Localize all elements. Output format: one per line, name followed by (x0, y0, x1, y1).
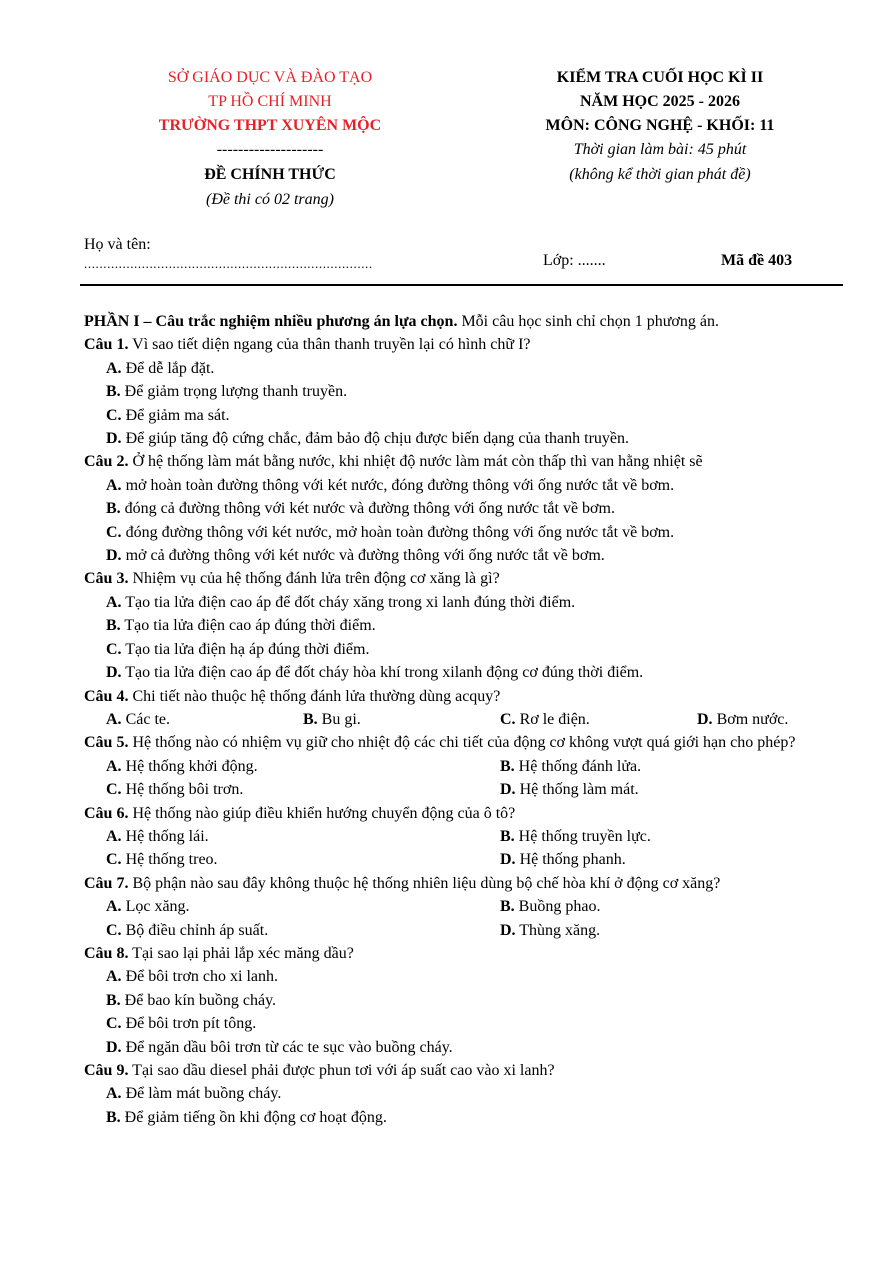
option-1c[interactable] (106, 404, 850, 427)
question-number: Câu 1. (84, 336, 129, 354)
question-number: Câu 2. (84, 453, 129, 471)
option-1d[interactable] (106, 427, 850, 450)
option-key: B. (106, 383, 121, 401)
question-number: Câu 4. (84, 687, 129, 705)
option-key: C. (106, 406, 122, 424)
option-text: Tạo tia lửa điện cao áp để đốt cháy hòa khí trong xilanh động cơ đúng thời điểm. (121, 664, 644, 682)
option-text: Tạo tia lửa điện cao áp đúng thời điểm. (120, 617, 376, 635)
question-number: Câu 6. (84, 804, 129, 822)
option-9b[interactable] (106, 1106, 850, 1129)
option-key: C. (106, 523, 122, 541)
option-text: Để bao kín buồng cháy. (120, 991, 277, 1009)
exam-body (84, 310, 850, 1129)
question-text: Tại sao dầu diesel phải được phun tơi với áp suất cao vào xi lanh? (128, 1062, 555, 1079)
options-row (106, 895, 850, 918)
option-key: A. (106, 359, 122, 377)
option-7c[interactable] (106, 919, 500, 942)
question-text: Vì sao tiết diện ngang của thân thanh truyền lại có hình chữ I? (128, 336, 531, 354)
option-6c[interactable] (106, 848, 500, 871)
question-number: Câu 5. (84, 734, 129, 752)
option-text: Để giảm tiếng ồn khi động cơ hoạt động. (120, 1108, 387, 1126)
option-2a[interactable] (106, 474, 850, 497)
exam-code: Mã đề 403 (721, 252, 793, 269)
option-text: Để bôi trơn pít tông. (121, 1015, 257, 1033)
time-note: (không kể thời gian phát đề) (569, 166, 751, 183)
option-text: Thùng xăng. (515, 921, 601, 939)
option-key: B. (500, 757, 515, 775)
question-text: Tại sao lại phải lắp xéc măng dầu? (128, 944, 354, 962)
option-text: mở hoàn toàn đường thông với két nước, đóng đường thông với ống nước tắt về bơm. (121, 476, 675, 494)
exam-title: KIỂM TRA CUỐI HỌC KÌ II (556, 69, 764, 86)
option-5a[interactable] (106, 755, 500, 778)
option-9a[interactable] (106, 1082, 850, 1105)
option-4c[interactable] (500, 708, 697, 731)
header-rule (80, 284, 843, 286)
option-2d[interactable] (106, 544, 850, 567)
question-text: Bộ phận nào sau đây không thuộc hệ thống nhiên liệu dùng bộ chế hòa khí ở động cơ xăng? (128, 874, 721, 892)
option-key: A. (106, 593, 122, 611)
question-9 (84, 1059, 850, 1082)
option-8b[interactable] (106, 989, 850, 1012)
option-key: A. (106, 710, 122, 728)
option-key: A. (106, 1085, 122, 1103)
option-text: Lọc xăng. (121, 898, 190, 916)
option-key: C. (106, 781, 122, 799)
option-text: Hệ thống khởi động. (121, 757, 258, 775)
option-text: Bộ điều chỉnh áp suất. (121, 921, 269, 939)
option-key: B. (500, 827, 515, 845)
options-row (106, 848, 850, 871)
option-text: Để bôi trơn cho xi lanh. (121, 968, 278, 986)
option-key: B. (106, 991, 121, 1009)
official-label: ĐỀ CHÍNH THỨC (204, 166, 336, 183)
option-text: đóng cả đường thông với két nước và đường thông với ống nước tắt về bơm. (120, 500, 615, 518)
option-8c[interactable] (106, 1012, 850, 1035)
question-1 (84, 333, 850, 356)
department-name: SỞ GIÁO DỤC VÀ ĐÀO TẠO (167, 69, 373, 86)
option-key: A. (106, 476, 122, 494)
school-name: TRƯỜNG THPT XUYÊN MỘC (158, 117, 382, 134)
option-key: A. (106, 898, 122, 916)
question-8 (84, 942, 850, 965)
option-text: Rơ le điện. (515, 710, 590, 728)
option-text: mở cả đường thông với két nước và đường thông với ống nước tắt về bơm. (121, 547, 605, 565)
option-key: D. (500, 921, 516, 939)
option-text: Để ngăn dầu bôi trơn từ các te sục vào buồng cháy. (121, 1038, 453, 1056)
section-instruction: Mỗi câu học sinh chỉ chọn 1 phương án. (457, 313, 719, 330)
options-row (106, 919, 850, 942)
question-6 (84, 802, 850, 825)
option-5b[interactable] (500, 755, 800, 778)
option-8a[interactable] (106, 965, 850, 988)
option-text: Buồng phao. (514, 898, 601, 916)
header-divider: -------------------- (216, 141, 324, 158)
option-text: Bu gi. (317, 710, 361, 728)
option-key: B. (106, 617, 121, 635)
question-text: Hệ thống nào có nhiệm vụ giữ cho nhiệt độ các chi tiết của động cơ không vượt quá giới hạn cho phép? (128, 734, 796, 752)
option-key: D. (106, 430, 122, 448)
option-text: Bơm nước. (712, 710, 789, 728)
option-3b[interactable] (106, 614, 850, 637)
option-key: C. (106, 640, 122, 658)
option-key: C. (500, 710, 516, 728)
option-text: Để giúp tăng độ cứng chắc, đảm bảo độ chịu được biến dạng của thanh truyền. (121, 430, 629, 448)
option-text: Để dễ lắp đặt. (121, 359, 215, 377)
option-5c[interactable] (106, 778, 500, 801)
question-number: Câu 7. (84, 874, 129, 892)
option-1a[interactable] (106, 357, 850, 380)
option-key: B. (303, 710, 318, 728)
option-text: Hệ thống treo. (121, 851, 218, 869)
question-number: Câu 3. (84, 570, 129, 588)
option-2b[interactable] (106, 497, 850, 520)
section-title: PHẦN I – Câu trắc nghiệm nhiều phương án lựa chọn. (84, 313, 458, 330)
option-key: B. (106, 500, 121, 518)
option-6a[interactable] (106, 825, 500, 848)
option-8d[interactable] (106, 1036, 850, 1059)
option-4b[interactable] (303, 708, 500, 731)
option-key: D. (697, 710, 713, 728)
option-text: đóng đường thông với két nước, mở hoàn toàn đường thông với ống nước tắt về bơm. (121, 523, 675, 541)
option-1b[interactable] (106, 380, 850, 403)
options-row (106, 825, 850, 848)
question-number: Câu 9. (84, 1062, 129, 1079)
option-text: Các te. (121, 710, 170, 728)
option-text: Hệ thống lái. (121, 827, 209, 845)
option-3a[interactable] (106, 591, 850, 614)
option-text: Để làm mát buồng cháy. (121, 1085, 282, 1103)
option-2c[interactable] (106, 521, 850, 544)
time-limit: Thời gian làm bài: 45 phút (573, 141, 747, 158)
option-key: D. (500, 781, 516, 799)
city-name: TP HỒ CHÍ MINH (208, 93, 332, 110)
option-text: Tạo tia lửa điện cao áp để đốt cháy xăng trong xi lanh đúng thời điểm. (121, 593, 576, 611)
page-count: (Đề thi có 02 trang) (206, 191, 334, 208)
exam-header (0, 0, 893, 300)
question-2 (84, 450, 850, 473)
option-key: A. (106, 757, 122, 775)
option-key: A. (106, 827, 122, 845)
options-row (106, 708, 850, 731)
options-row (106, 778, 850, 801)
option-text: Để giảm ma sát. (121, 406, 230, 424)
option-4a[interactable] (106, 708, 303, 731)
option-6d[interactable] (500, 848, 800, 871)
school-year: NĂM HỌC 2025 - 2026 (580, 93, 740, 110)
option-5d[interactable] (500, 778, 800, 801)
option-key: A. (106, 968, 122, 986)
option-key: B. (500, 898, 515, 916)
option-key: C. (106, 851, 122, 869)
option-key: C. (106, 1015, 122, 1033)
option-text: Hệ thống phanh. (515, 851, 626, 869)
option-text: Hệ thống đánh lửa. (514, 757, 642, 775)
option-key: D. (500, 851, 516, 869)
option-key: D. (106, 664, 122, 682)
question-text: Chi tiết nào thuộc hệ thống đánh lửa thường dùng acquy? (128, 687, 501, 705)
options-row (106, 755, 850, 778)
option-key: D. (106, 547, 122, 565)
option-text: Tạo tia lửa điện hạ áp đúng thời điểm. (121, 640, 370, 658)
option-text: Hệ thống làm mát. (515, 781, 639, 799)
option-3d[interactable] (106, 661, 850, 684)
option-6b[interactable] (500, 825, 800, 848)
option-text: Hệ thống bôi trơn. (121, 781, 244, 799)
question-5 (84, 731, 850, 754)
question-text: Ở hệ thống làm mát bằng nước, khi nhiệt độ nước làm mát còn thấp thì van hằng nhiệt sẽ (128, 453, 703, 471)
option-text: Hệ thống truyền lực. (514, 827, 651, 845)
option-key: D. (106, 1038, 122, 1056)
option-7b[interactable] (500, 895, 800, 918)
subject-grade: MÔN: CÔNG NGHỆ - KHỐI: 11 (545, 117, 775, 134)
question-4 (84, 685, 850, 708)
name-label: Họ và tên: (84, 236, 151, 253)
option-key: C. (106, 921, 122, 939)
question-7 (84, 872, 850, 895)
class-field[interactable]: Lớp: ....... (543, 252, 606, 269)
name-field[interactable]: ........................................................................... (84, 256, 373, 271)
option-3c[interactable] (106, 638, 850, 661)
option-key: B. (106, 1108, 121, 1126)
question-number: Câu 8. (84, 944, 129, 962)
option-7a[interactable] (106, 895, 500, 918)
question-text: Nhiệm vụ của hệ thống đánh lửa trên động cơ xăng là gì? (128, 570, 500, 588)
question-text: Hệ thống nào giúp điều khiển hướng chuyển động của ô tô? (128, 804, 516, 822)
section-heading (84, 310, 850, 333)
option-4d[interactable] (697, 708, 847, 731)
question-3 (84, 567, 850, 590)
option-text: Để giảm trọng lượng thanh truyền. (120, 383, 348, 401)
option-7d[interactable] (500, 919, 800, 942)
